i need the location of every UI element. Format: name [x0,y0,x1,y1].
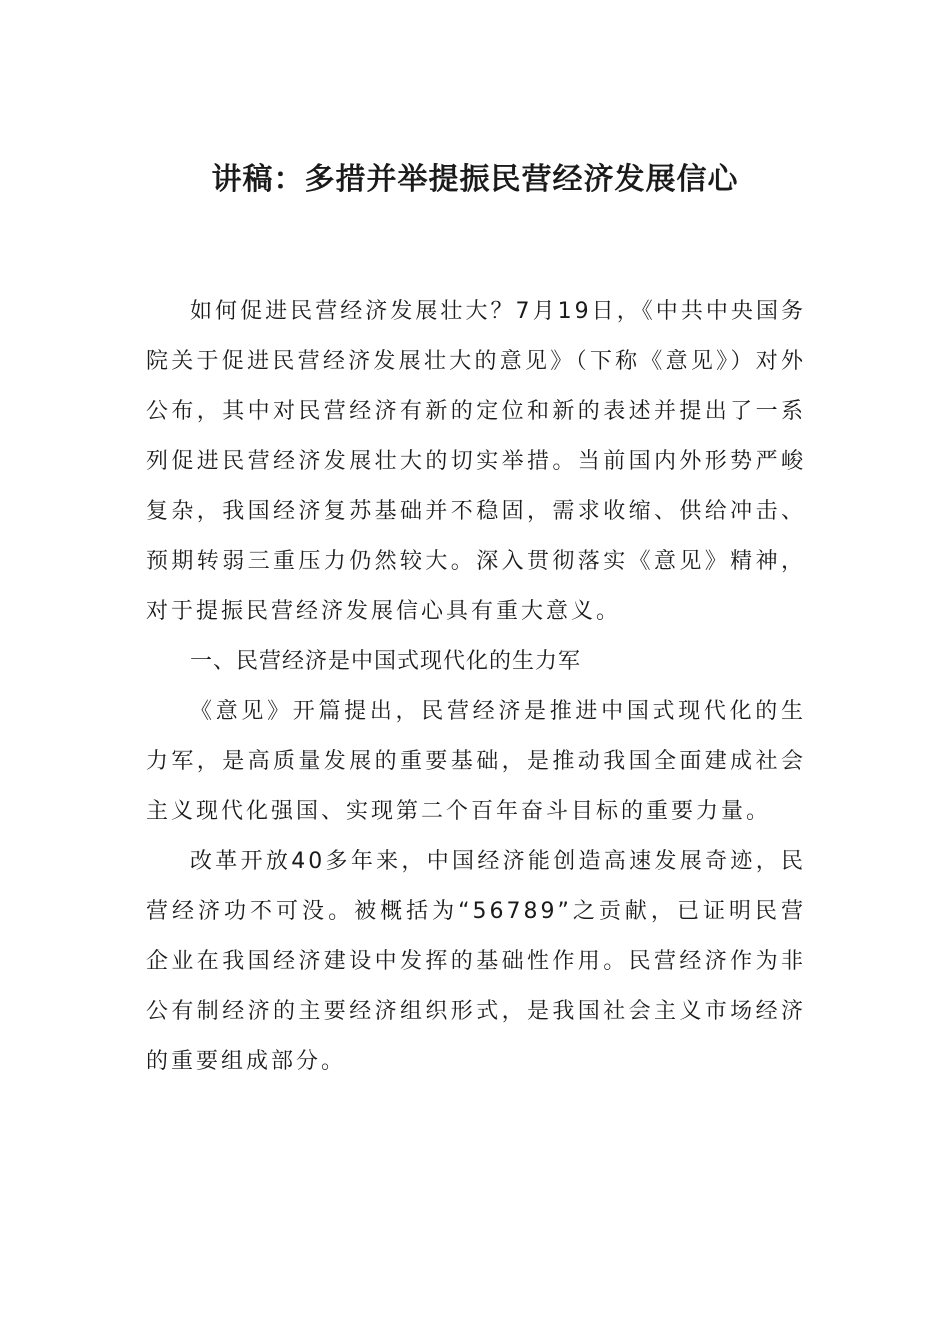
document-title: 讲稿：多措并举提振民营经济发展信心 [211,162,739,197]
section-1-paragraph-1: 《意见》开篇提出，民营经济是推进中国式现代化的生力军，是高质量发展的重要基础，是推动我国全面建成社会主义现代化强国、实现第二个百年奋斗目标的重要力量。 [146,699,806,824]
document-body [146,287,806,1087]
intro-paragraph: 如何促进民营经济发展壮大？7月19日，《中共中央国务院关于促进民营经济发展壮大的意见》（下称《意见》）对外公布，其中对民营经济有新的定位和新的表述并提出了一系列促进民营经济发展壮大的切实举措。当前国内外形势严峻复杂，我国经济复苏基础并不稳固，需求收缩、供给冲击、预期转弱三重压力仍然较大。深入贯彻落实《意见》精神，对于提振民营经济发展信心具有重大意义。 [146,299,806,624]
section-heading-1: 一、民营经济是中国式现代化的生力军 [190,649,582,674]
section-1-paragraph-2: 改革开放40多年来，中国经济能创造高速发展奇迹，民营经济功不可没。被概括为“56789”之贡献，已证明民营企业在我国经济建设中发挥的基础性作用。民营经济作为非公有制经济的主要经济组织形式，是我国社会主义市场经济的重要组成部分。 [146,849,806,1074]
